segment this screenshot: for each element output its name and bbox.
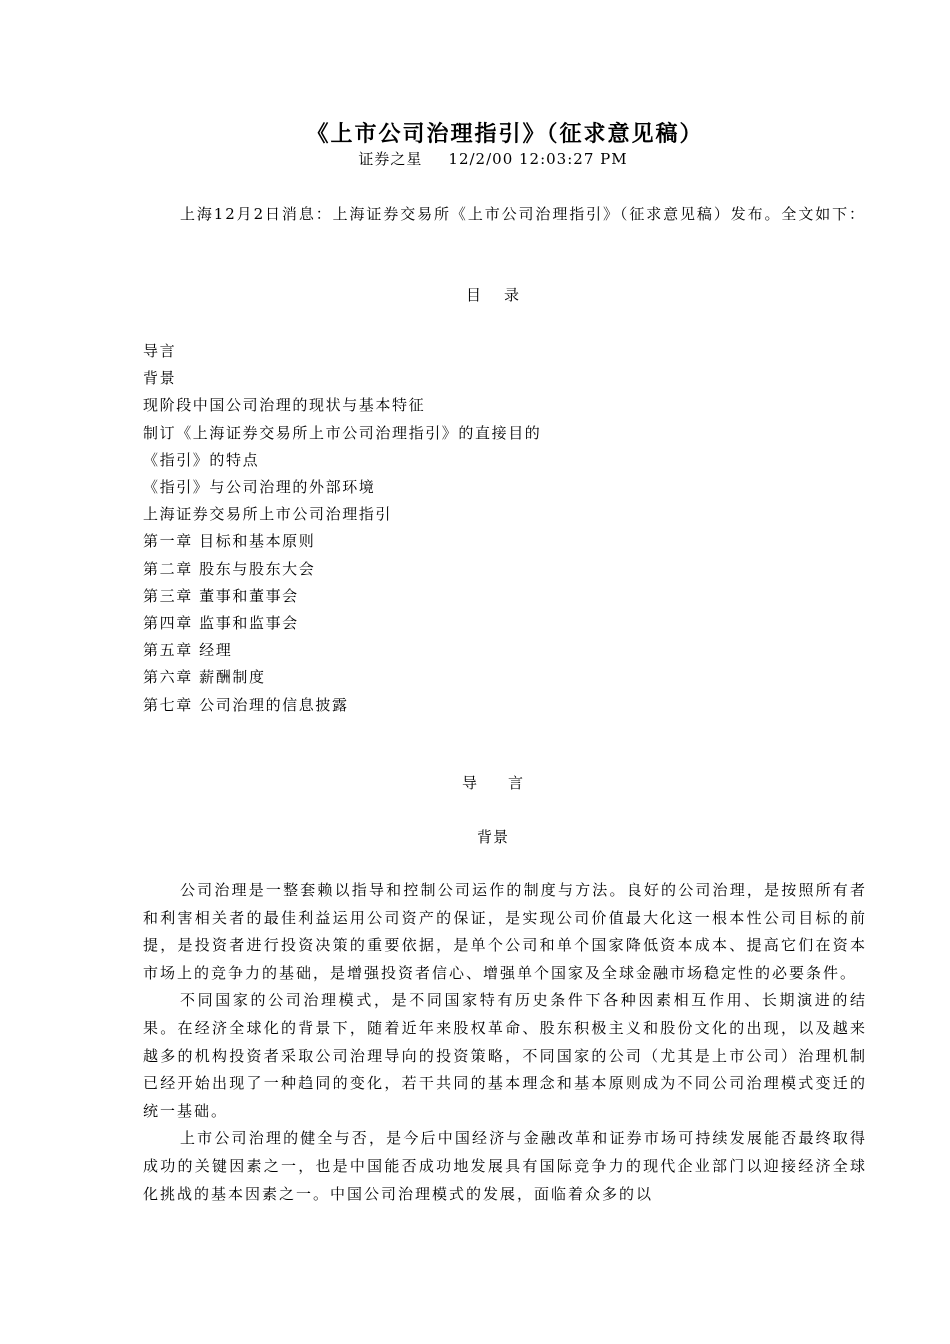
intro-paragraph: 上海12月2日消息：上海证券交易所《上市公司治理指引》（征求意见稿）发布。全文如下： xyxy=(180,205,866,223)
toc-item: 第六章 薪酬制度 xyxy=(143,668,266,687)
body-paragraph: 公司治理是一整套赖以指导和控制公司运作的制度与方法。良好的公司治理，是按照所有者和利害相关者的最佳利益运用公司资产的保证，是实现公司价值最大化这一根本性公司目标的前提，是投资者进行投资决策的重要依据，是单个公司和单个国家降低资本成本、提高它们在资本市场上的竞争力的基础，是增强投资者信心、增强单个国家及全球金融市场稳定性的必要条件。 xyxy=(143,881,867,982)
toc-heading-right: 录 xyxy=(504,286,521,304)
toc-item: 第五章 经理 xyxy=(143,641,233,660)
section-heading-right: 言 xyxy=(508,774,525,792)
toc-item: 现阶段中国公司治理的现状与基本特征 xyxy=(143,396,426,415)
toc-item: 第二章 股东与股东大会 xyxy=(143,559,316,578)
source-label: 证券之星 xyxy=(358,150,423,168)
datetime-label: 12/2/00 12:03:27 PM xyxy=(448,150,628,168)
toc-item: 《指引》的特点 xyxy=(143,450,260,469)
body-text xyxy=(143,877,867,1208)
section-heading-left: 导 xyxy=(461,774,478,792)
toc-heading xyxy=(143,284,843,305)
toc-item: 制订《上海证券交易所上市公司治理指引》的直接目的 xyxy=(143,423,542,442)
toc-item: 第四章 监事和监事会 xyxy=(143,614,299,633)
document-title: 《上市公司治理指引》（征求意见稿） xyxy=(306,122,704,147)
toc-item: 第一章 目标和基本原则 xyxy=(143,532,316,551)
table-of-contents xyxy=(143,338,541,719)
body-paragraph: 上市公司治理的健全与否，是今后中国经济与金融改革和证券市场可持续发展能否最终取得成功的关键因素之一，也是中国能否成功地发展具有国际竞争力的现代企业部门以迎接经济全球化挑战的基本因素之一。中国公司治理模式的发展，面临着众多的以 xyxy=(143,1129,867,1203)
section-heading xyxy=(143,772,843,793)
toc-item: 上海证券交易所上市公司治理指引 xyxy=(143,505,393,524)
body-paragraph: 不同国家的公司治理模式，是不同国家特有历史条件下各种因素相互作用、长期演进的结果。在经济全球化的背景下，随着近年来股权革命、股东积极主义和股份文化的出现，以及越来越多的机构投资者采取公司治理导向的投资策略，不同国家的公司（尤其是上市公司）治理机制已经开始出现了一种趋同的变化，若干共同的基本理念和基本原则成为不同公司治理模式变迁的统一基础。 xyxy=(143,991,867,1120)
byline xyxy=(143,148,843,169)
subsection-heading: 背景 xyxy=(476,828,509,846)
toc-item: 第七章 公司治理的信息披露 xyxy=(143,695,349,714)
toc-item: 第三章 董事和董事会 xyxy=(143,586,299,605)
toc-item: 《指引》与公司治理的外部环境 xyxy=(143,478,376,497)
toc-heading-left: 目 xyxy=(465,286,482,304)
toc-item: 导言 xyxy=(143,342,177,360)
toc-item: 背景 xyxy=(143,369,177,388)
